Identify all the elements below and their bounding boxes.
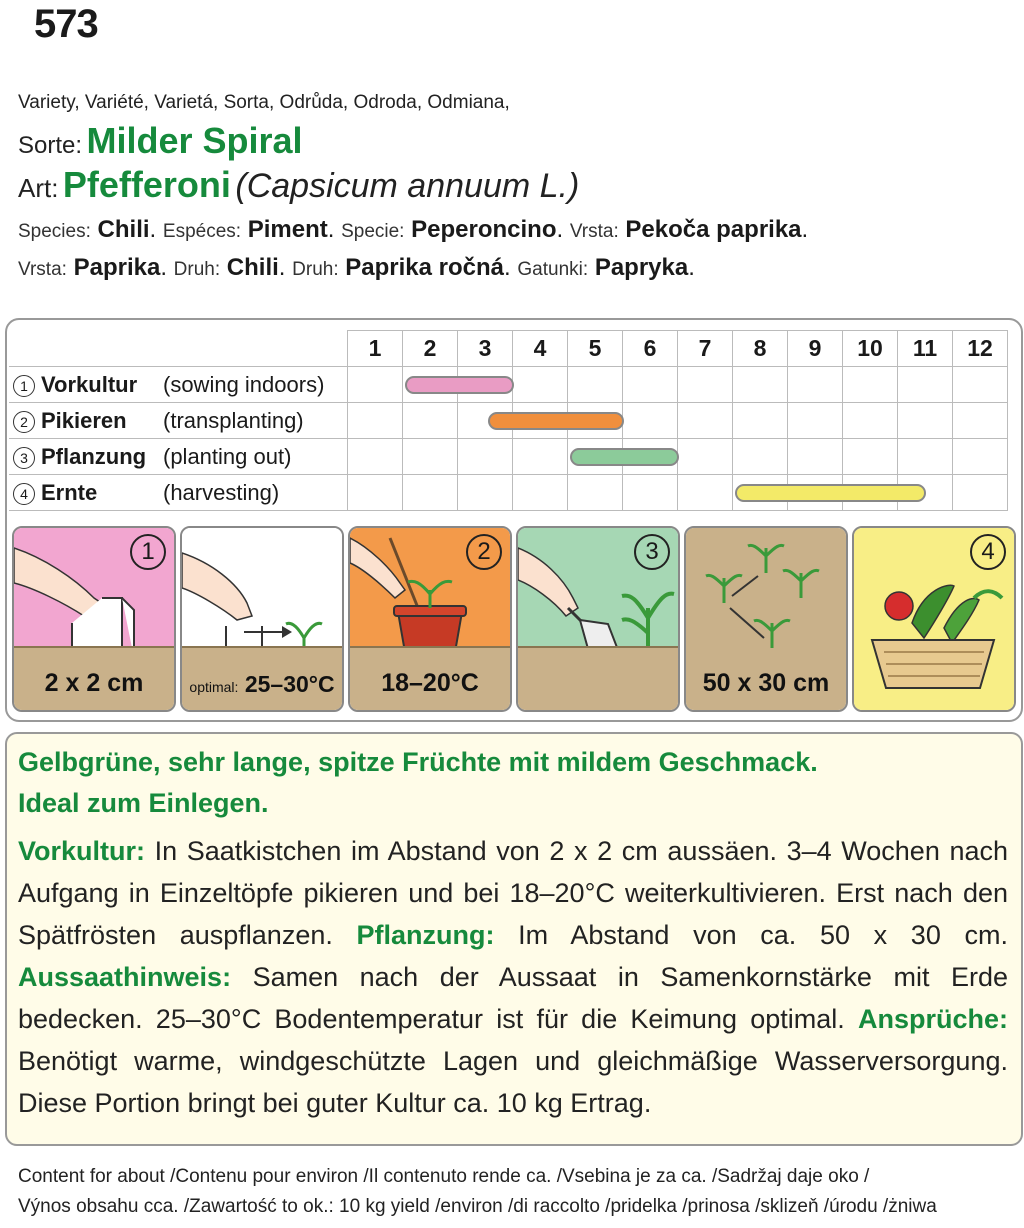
headline	[18, 742, 818, 824]
latin-name: (Capsicum annuum L.)	[235, 167, 580, 205]
sorte-line	[18, 120, 303, 162]
plant-spacing-icon	[686, 528, 846, 658]
headline-line-2: Ideal zum Einlegen.	[18, 788, 269, 818]
species-label: Espéces:	[162, 221, 242, 242]
panel-caption-prefix: optimal:	[189, 679, 239, 695]
panel-caption: 2 x 2 cm	[44, 669, 144, 697]
pflanzung-text: Im Abstand von ca. 50 x 30 cm.	[494, 920, 1008, 950]
panel-harvest	[852, 526, 1016, 712]
calendar-row-pflanzung	[9, 439, 1008, 475]
month-label: 11	[898, 331, 953, 367]
ansprueche-text: Benötigt warme, windgeschützte Lagen und gleichmäßige Wasserversorgung. Diese Portion bringt bei guter Kultur ca. 10 kg Ertrag.	[18, 1046, 1008, 1118]
vorkultur-text: In Saatkistchen im Abstand von 2 x 2 cm aussäen. 3–4 Wochen nach Aufgang in Einzeltöpfe pikieren und bei 18–20°C weiterkultivieren. Erst nach den Spätfrösten auspflanzen.	[18, 836, 1008, 950]
art-label: Art:	[18, 173, 59, 203]
species-label: Druh:	[292, 259, 339, 280]
phase-desc: (harvesting)	[163, 479, 280, 505]
step-number-badge: 2	[466, 534, 502, 570]
pflanzung-label: Pflanzung:	[356, 920, 495, 950]
panel-planting-out	[516, 526, 680, 712]
month-label: 5	[568, 331, 623, 367]
step-number-badge: 1	[130, 534, 166, 570]
species-value: Papryka	[594, 254, 689, 281]
panel-germination	[180, 526, 344, 712]
species-translations-1: Species: Chili. Espéces: Piment. Specie: Peperoncino. Vrsta: Pekoča paprika.	[18, 216, 809, 243]
phase-name: Ernte	[41, 479, 98, 505]
packet-number: 573	[34, 2, 98, 46]
species-label: Vrsta:	[18, 259, 67, 280]
species-value: Peperoncino	[411, 216, 557, 243]
aussaat-text: Samen nach der Aussaat in Samenkornstärke mit Erde bedecken. 25–30°C Bodentemperatur ist für die Keimung optimal.	[18, 962, 1008, 1034]
month-label: 3	[458, 331, 513, 367]
panel-transplanting	[348, 526, 512, 712]
step-number-badge: 3	[634, 534, 670, 570]
aussaat-label: Aussaathinweis:	[18, 962, 232, 992]
phase-name: Pikieren	[41, 407, 127, 433]
step-number-badge: 4	[970, 534, 1006, 570]
step-number: 2	[13, 411, 35, 433]
species-label: Vrsta:	[569, 221, 619, 242]
calendar-header-row	[9, 331, 1008, 367]
panel-caption-value: 25–30°C	[244, 671, 335, 697]
month-label: 12	[953, 331, 1008, 367]
species-name: Pfefferoni	[62, 164, 231, 205]
panel-spacing	[684, 526, 848, 712]
month-label: 4	[513, 331, 568, 367]
variety-name: Milder Spiral	[86, 120, 303, 161]
panel-caption: 18–20°C	[381, 669, 479, 697]
species-label: Species:	[18, 221, 91, 242]
species-value: Pekoča paprika	[625, 216, 802, 243]
calendar-bar	[735, 484, 926, 502]
month-label: 8	[733, 331, 788, 367]
phase-name: Vorkultur	[41, 371, 138, 397]
month-label: 6	[623, 331, 678, 367]
variety-languages: Variety, Variété, Varietá, Sorta, Odrůda, Odroda, Odmiana,	[18, 92, 510, 113]
species-value: Paprika	[73, 254, 161, 281]
step-number: 1	[13, 375, 35, 397]
headline-line-1: Gelbgrüne, sehr lange, spitze Früchte mit mildem Geschmack.	[18, 747, 818, 777]
panel-caption	[182, 671, 342, 698]
phase-desc: (sowing indoors)	[163, 371, 325, 397]
art-line	[18, 164, 579, 206]
step-number: 3	[13, 447, 35, 469]
month-label: 10	[843, 331, 898, 367]
month-label: 7	[678, 331, 733, 367]
species-label: Specie:	[341, 221, 405, 242]
species-translations-2: Vrsta: Paprika. Druh: Chili. Druh: Paprika ročná. Gatunki: Papryka.	[18, 254, 695, 281]
seedling-arrow-icon	[182, 528, 342, 653]
species-label: Druh:	[173, 259, 221, 280]
species-value: Piment	[247, 216, 328, 243]
phase-desc: (planting out)	[163, 443, 292, 469]
vorkultur-label: Vorkultur:	[18, 836, 145, 866]
species-value: Paprika ročná	[345, 254, 505, 281]
content-note-line-1: Content for about /Contenu pour environ /Il contenuto rende ca. /Vsebina je za ca. /Sadržaj daje oko /	[18, 1166, 870, 1187]
species-label: Gatunki:	[517, 259, 589, 280]
growing-instructions	[18, 830, 1008, 1124]
content-note-line-2: Výnos obsahu cca. /Zawartość to ok.: 10 kg yield /environ /di raccolto /pridelka /prinosa /sklizeň /úrodu /żniwa	[18, 1196, 937, 1217]
species-value: Chili	[226, 254, 279, 281]
month-label: 1	[348, 331, 403, 367]
ansprueche-label: Ansprüche:	[857, 1004, 1008, 1034]
month-label: 2	[403, 331, 458, 367]
sorte-label: Sorte:	[18, 132, 83, 159]
panel-caption: 50 x 30 cm	[702, 669, 830, 697]
phase-name: Pflanzung	[41, 443, 147, 469]
calendar-bar	[405, 376, 514, 394]
species-value: Chili	[97, 216, 150, 243]
month-label: 9	[788, 331, 843, 367]
calendar-bar	[570, 448, 679, 466]
phase-desc: (transplanting)	[163, 407, 304, 433]
step-number: 4	[13, 483, 35, 505]
calendar-bar	[488, 412, 624, 430]
panel-sowing	[12, 526, 176, 712]
soil	[518, 646, 678, 710]
